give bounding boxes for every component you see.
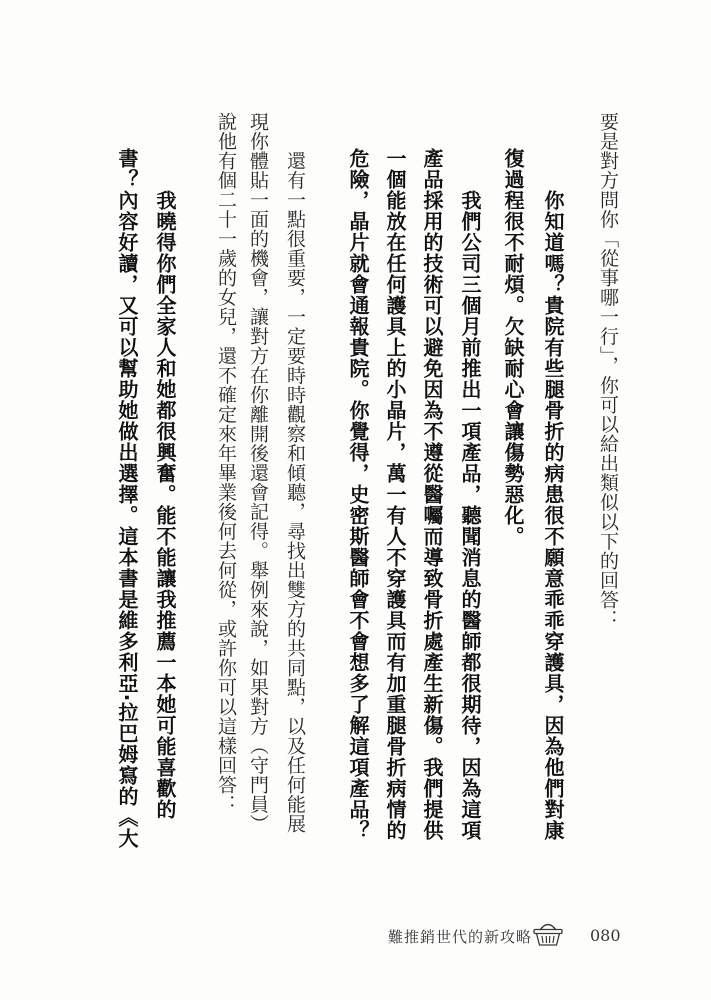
- sample-answer-1-line: 你知道嗎？貴院有些腿骨折的病患很不願意乖乖穿護具，因為他們對康: [541, 190, 565, 841]
- sample-answer-2-line: 我曉得你們全家人和她都很興奮。能不能讓我推薦一本她可能喜歡的: [153, 190, 177, 820]
- sample-answer-1-line: 復過程很不耐煩。欠缺耐心會讓傷勢惡化。: [501, 148, 525, 547]
- sample-answer-1-line: 產品採用的技術可以避免因為不遵從醫囑而導致骨折處產生新傷。我們提供: [420, 148, 444, 841]
- footer-book-title: 難推銷世代的新攻略: [388, 928, 533, 946]
- sample-answer-1-line: 一個能放在任何護具上的小晶片，萬一有人不穿護具而有加重腿骨折病情的: [383, 148, 407, 841]
- sample-answer-1-line: 我們公司三個月前推出一項產品，聽聞消息的醫師都很期待，因為這項: [458, 190, 482, 841]
- paragraph-line: 還有一點很重要，一定要時時觀察和傾聽，尋找出雙方的共同點，以及任何能展: [284, 151, 306, 834]
- sample-answer-2-line: 書？內容好讀，又可以幫助她做出選擇。這本書是維多利亞‧拉巴姆寫的《大: [115, 148, 139, 849]
- intro-line: 要是對方問你「從事哪一行」，你可以給出類似以下的回答：: [597, 112, 619, 629]
- sample-answer-1-line: 危險，晶片就會通報貴院。你覺得，史密斯醫師會不會想多了解這項產品？: [346, 148, 370, 841]
- page-number: 080: [590, 926, 621, 945]
- basket-icon: [531, 919, 565, 947]
- paragraph-line: 現你體貼一面的機會，讓對方在你離開後還會記得。舉例來說，如果對方（守門員）: [247, 112, 269, 834]
- paragraph-line: 說他有個二十一歲的女兒，還不確定來年畢業後何去何從，或許你可以這樣回答：: [215, 112, 237, 814]
